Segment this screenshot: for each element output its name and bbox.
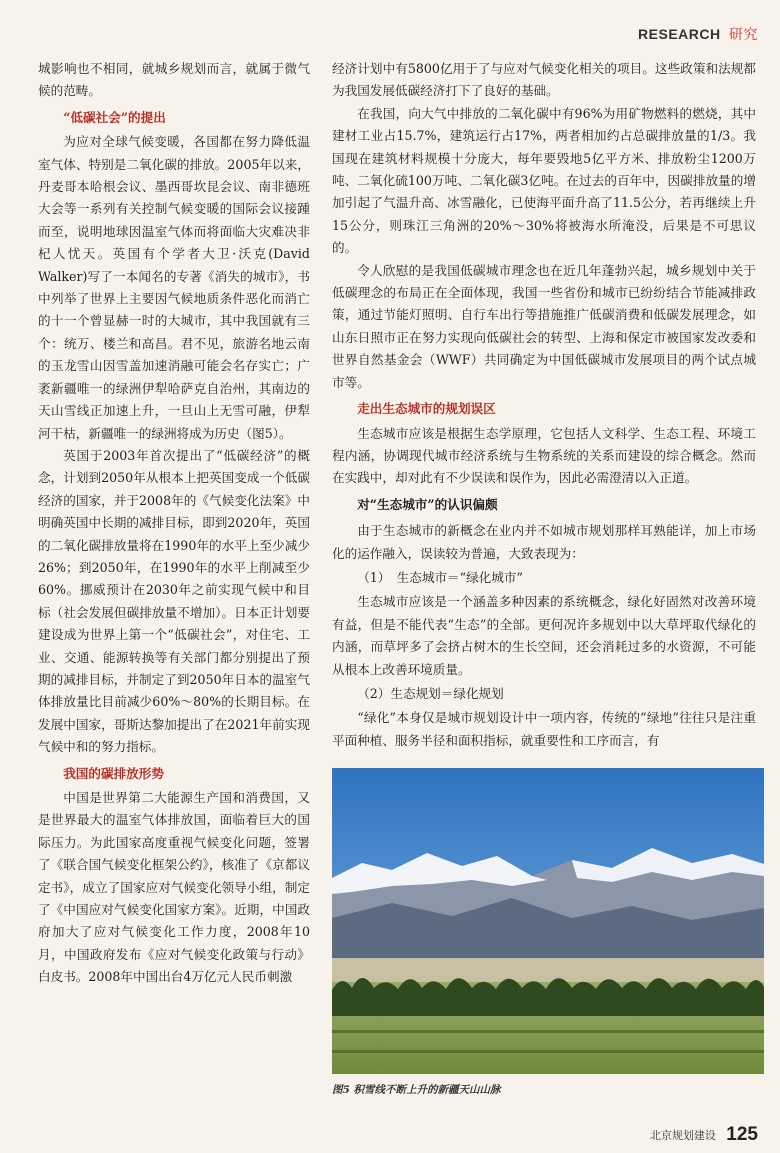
paragraph: “绿化”本身仅是城市规划设计中一项内容，传统的“绿地”往往只是注重平面种植、服务半径和面积指标，就重要性和工序而言，有 (332, 710, 756, 748)
paragraph: 生态城市应该是根据生态学原理，它包括人文科学、生态工程、环境工程内涵，协调现代城市经济系统与生物系统的关系而建设的综合概念。然而在实践中，却对此有不少误读和误作为，因此必需澄清以入正道。 (332, 425, 756, 486)
figure-caption: 图5 积雪线不断上升的新疆天山山脉 (332, 1084, 501, 1096)
section-label-zh: 研究 (729, 26, 758, 42)
paragraph: 英国于2003年首次提出了“低碳经济”的概念，计划到2050年从根本上把英国变成一个低碳经济的国家，并于2008年的《气候变化法案》中明确英国中长期的减排目标，即到2020年，英国的二氧化碳排放量将在1990年的水平上至少减少26%；到2050年，在1990年的水平上削减至少60%。挪威预计在2030年之前实现气候中和目标（社会发展但碳排放量不增加）。日本正计划要建设成为世界上第一个“低碳社会”，对住宅、工业、交通、能源转换等有关部门都分别提出了预期的减排目标，并制定了到2050年日本的温室气体排放量比目前减少60%～80%的长期目标。在发展中国家，哥斯达黎加提出了在2021年前实现气候中和的努力指标。 (38, 447, 310, 755)
list-item: （1） 生态城市＝“绿化城市” (357, 569, 523, 585)
section-heading: 走出生态城市的规划误区 (357, 401, 496, 417)
mountain-photo (332, 768, 764, 1074)
page-footer (650, 1124, 758, 1146)
paragraph: 城影响也不相同，就城乡规划而言，就属于微气候的范畴。 (38, 61, 310, 99)
section-heading: 我国的碳排放形势 (63, 765, 164, 781)
journal-name: 北京规划建设 (649, 1130, 716, 1142)
paragraph: 生态城市应该是一个涵盖多种因素的系统概念，绿化好固然对改善环境有益，但是不能代表“生态”的全部。更何况许多规划中以大草坪取代绿化的内涵，而草坪多了会挤占树木的生长空间，还会消耗过多的水资源，不可能从根本上改善环境质量。 (332, 594, 756, 677)
paragraph: 经济计划中有5800亿用于了与应对气候变化相关的项目。这些政策和法规都为我国发展低碳经济打下了良好的基础。 (332, 61, 756, 99)
paragraph: 由于生态城市的新概念在业内并不如城市规划那样耳熟能详，加上市场化的运作融入，误读较为普遍，大致表现为： (332, 523, 756, 561)
list-item: （2）生态规划＝绿化规划 (357, 685, 504, 701)
paragraph: 在我国，向大气中排放的二氧化碳中有96%为用矿物燃料的燃烧，其中建材工业占15.7%，建筑运行占17%，两者相加约占总碳排放量的1/3。我国现在建筑材料规模十分庞大，每年要毁地5亿平方米、排放粉尘1200万吨、二氧化硫100万吨、二氧化碳3亿吨。在过去的百年中，因碳排放量的增加引起了气温升高、冰雪融化，已使海平面升高了11.5公分，若再继续上升15公分，则珠江三角洲的20%～30%将被海水所淹没，后果是不可思议的。 (332, 105, 756, 256)
paragraph: 中国是世界第二大能源生产国和消费国，又是世界最大的温室气体排放国，面临着巨大的国际压力。为此国家高度重视气候变化问题，签署了《联合国气候变化框架公约》，核准了《京都议定书》，成立了国家应对气候变化领导小组，制定了《中国应对气候变化国家方案》。近期，中国政府加大了应对气候变化工作力度，2008年10月，中国政府发布《应对气候变化政策与行动》白皮书。2008年中国出台4万亿元人民币刺激 (38, 790, 310, 985)
left-column (38, 58, 310, 989)
paragraph: 为应对全球气候变暖，各国都在努力降低温室气体、特别是二氧化碳的排放。2005年以来，丹麦哥本哈根会议、墨西哥坎昆会议、南非德班大会等一系列有关控制气候变暖的国际会议接踵而至，说明地球因温室气体而将面临大灾难决非杞人忧天。英国有个学者大卫·沃克(David Walker)写了一本闻名的专著《消失的城市》，书中列举了世界上主要因气候地质条件恶化而消亡的十一个曾显赫一时的大城市，其中我国就有三个：统万、楼兰和高昌。君不见，旅游名地云南的玉龙雪山因雪盖加速消融可能会名存实亡；广袤新疆唯一的绿洲伊犁哈萨克自治州，其南边的天山雪线正加速上升，一旦山上无雪可融，伊犁河干枯，新疆唯一的绿洲将成为历史（图5）。 (38, 134, 310, 441)
section-label-en: RESEARCH (638, 26, 721, 42)
page-header (638, 24, 758, 44)
section-heading: “低碳社会”的提出 (63, 109, 166, 125)
subsection-heading: 对“生态城市”的认识偏颇 (357, 496, 498, 512)
paragraph: 令人欣慰的是我国低碳城市理念也在近几年蓬勃兴起，城乡规划中关于低碳理念的布局正在全面体现，我国一些省份和城市已纷纷结合节能减排政策，通过节能灯照明、自行车出行等措施推广低碳消费和低碳发展理念，如山东日照市正在努力实现向低碳社会的转型、上海和保定市被国家发改委和世界自然基金会（WWF）共同确定为中国低碳城市发展项目的两个试点城市等。 (332, 262, 756, 390)
right-column (332, 58, 756, 752)
page-number: 125 (726, 1124, 758, 1145)
